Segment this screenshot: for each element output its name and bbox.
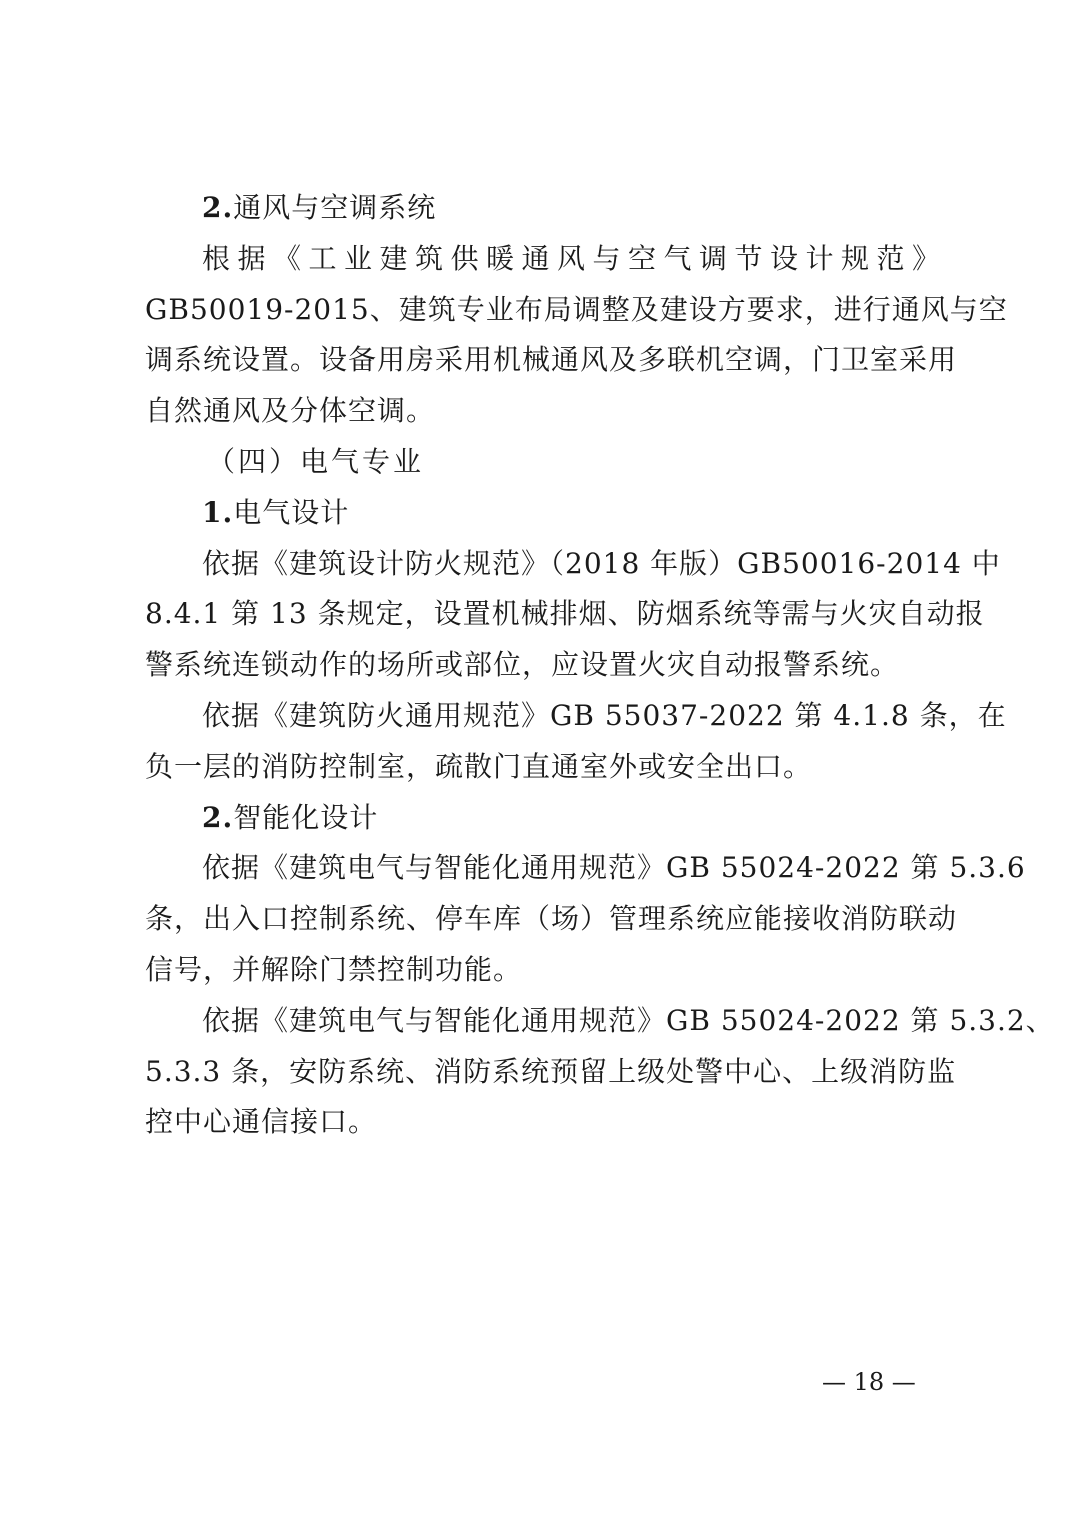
heading-number: 1. bbox=[202, 495, 234, 529]
paragraph-line: 调系统设置。设备用房采用机械通风及多联机空调，门卫室采用 bbox=[145, 343, 958, 377]
paragraph-line: 8.4.1 第 13 条规定，设置机械排烟、防烟系统等需与火灾自动报 bbox=[145, 597, 985, 631]
paragraph-line: 5.3.3 条，安防系统、消防系统预留上级处警中心、上级消防监 bbox=[145, 1054, 957, 1088]
section-heading-electrical: （四）电气专业 bbox=[207, 444, 425, 478]
heading-title: 智能化设计 bbox=[233, 800, 379, 834]
heading-ventilation bbox=[145, 183, 941, 234]
heading-electrical bbox=[145, 488, 941, 539]
heading-intelligent bbox=[145, 793, 941, 844]
paragraph-line: GB50019-2015、建筑专业布局调整及建设方要求，进行通风与空 bbox=[145, 292, 1008, 326]
paragraph-line: 依据《建筑设计防火规范》（2018 年版）GB50016-2014 中 bbox=[202, 546, 1001, 580]
page-number: — 18 — bbox=[822, 1368, 916, 1396]
paragraph-line: 依据《建筑电气与智能化通用规范》GB 55024-2022 第 5.3.2、 bbox=[202, 1003, 1055, 1037]
paragraph-line: 信号，并解除门禁控制功能。 bbox=[145, 952, 523, 986]
heading-number: 2. bbox=[202, 800, 234, 834]
paragraph-line: 条，出入口控制系统、停车库（场）管理系统应能接收消防联动 bbox=[145, 902, 958, 936]
heading-title: 通风与空调系统 bbox=[233, 191, 437, 224]
document-body bbox=[145, 183, 1055, 1148]
paragraph-line: 根据《工业建筑供暖通风与空气调节设计规范》 bbox=[202, 241, 941, 275]
heading-title: 电气设计 bbox=[233, 495, 350, 529]
paragraph-line: 警系统连锁动作的场所或部位，应设置火灾自动报警系统。 bbox=[145, 648, 900, 682]
paragraph-line: 依据《建筑电气与智能化通用规范》GB 55024-2022 第 5.3.6 bbox=[202, 851, 1026, 885]
paragraph-line: 自然通风及分体空调。 bbox=[145, 394, 436, 428]
heading-number: 2. bbox=[202, 191, 234, 224]
paragraph-line: 控中心通信接口。 bbox=[145, 1105, 378, 1139]
paragraph-line: 依据《建筑防火通用规范》GB 55037-2022 第 4.1.8 条，在 bbox=[202, 698, 1007, 732]
paragraph-line: 负一层的消防控制室，疏散门直通室外或安全出口。 bbox=[145, 749, 813, 783]
